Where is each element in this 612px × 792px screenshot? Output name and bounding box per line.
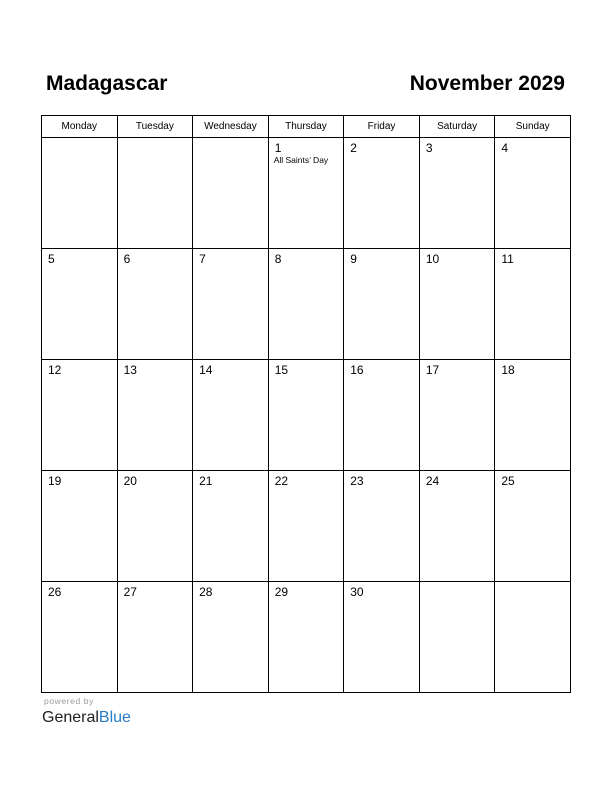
day-number: 23 (350, 474, 364, 488)
day-cell (344, 249, 420, 360)
day-cell (344, 582, 420, 693)
generalblue-logo[interactable] (42, 708, 131, 728)
day-number: 21 (199, 474, 213, 488)
day-number (420, 582, 495, 585)
day-number: 2 (350, 141, 357, 155)
day-cell (419, 582, 495, 693)
day-number (42, 138, 117, 141)
day-number: 11 (501, 252, 514, 266)
weekday-header: Friday (344, 116, 420, 138)
day-cell (495, 138, 571, 249)
day-number: 20 (123, 474, 137, 488)
day-cell (344, 471, 420, 582)
day-cell (42, 360, 118, 471)
day-cell (268, 360, 344, 471)
country-title: Madagascar (46, 72, 168, 95)
week-row (42, 249, 571, 360)
day-cell (42, 138, 118, 249)
day-number: 17 (425, 363, 440, 377)
day-number: 9 (350, 252, 357, 266)
day-number: 5 (48, 252, 55, 266)
day-cell (344, 360, 420, 471)
day-number (118, 138, 193, 141)
day-number: 22 (274, 474, 289, 488)
logo-blue-text: Blue (98, 709, 131, 726)
day-cell (117, 138, 193, 249)
weekday-header: Saturday (419, 116, 495, 138)
logo-general-text: General (42, 709, 99, 726)
day-cell (117, 249, 193, 360)
day-number: 27 (123, 585, 137, 599)
day-cell (193, 249, 269, 360)
week-row (42, 582, 571, 693)
day-number: 25 (501, 474, 515, 488)
weekday-header: Sunday (495, 116, 571, 138)
weekday-header: Wednesday (193, 116, 269, 138)
day-number: 3 (425, 141, 433, 155)
day-cell (344, 138, 420, 249)
day-number: 7 (199, 252, 206, 266)
day-number: 12 (48, 363, 62, 377)
weekday-header-row (42, 116, 571, 138)
holiday-label: All Saints’ Day (273, 155, 329, 165)
day-cell (193, 471, 269, 582)
day-cell (42, 471, 118, 582)
day-number: 29 (274, 585, 289, 599)
day-cell (268, 249, 344, 360)
day-cell (42, 582, 118, 693)
day-number: 14 (199, 363, 213, 377)
day-cell (193, 360, 269, 471)
day-number: 28 (199, 585, 213, 599)
day-cell (495, 471, 571, 582)
day-number (193, 138, 268, 141)
day-cell (495, 582, 571, 693)
day-cell (117, 471, 193, 582)
day-cell (268, 471, 344, 582)
day-cell (419, 471, 495, 582)
day-number: 8 (274, 252, 282, 266)
day-number: 4 (501, 141, 509, 155)
day-number: 18 (501, 363, 515, 377)
week-row (42, 360, 571, 471)
powered-by-text: powered by (44, 696, 94, 706)
day-cell (193, 138, 269, 249)
day-number: 24 (425, 474, 440, 488)
day-cell (268, 138, 344, 249)
day-cell (42, 249, 118, 360)
weekday-header: Monday (42, 116, 118, 138)
day-number: 16 (350, 363, 364, 377)
month-year-title: November 2029 (409, 72, 565, 95)
day-cell (193, 582, 269, 693)
day-number: 6 (123, 252, 131, 266)
day-number (495, 582, 570, 585)
day-number: 13 (123, 363, 137, 377)
day-number: 19 (48, 474, 62, 488)
day-number: 26 (48, 585, 62, 599)
day-cell (419, 360, 495, 471)
day-cell (268, 582, 344, 693)
day-cell (117, 360, 193, 471)
day-number: 15 (274, 363, 289, 377)
week-row (42, 138, 571, 249)
day-cell (419, 249, 495, 360)
weekday-header: Thursday (268, 116, 344, 138)
day-number: 30 (350, 585, 364, 599)
calendar-grid (41, 115, 571, 693)
week-row (42, 471, 571, 582)
day-number: 1 (274, 141, 282, 155)
day-cell (495, 360, 571, 471)
weekday-header: Tuesday (117, 116, 193, 138)
footer-branding (42, 696, 131, 728)
day-cell (419, 138, 495, 249)
day-number: 10 (425, 252, 440, 266)
day-cell (117, 582, 193, 693)
day-cell (495, 249, 571, 360)
